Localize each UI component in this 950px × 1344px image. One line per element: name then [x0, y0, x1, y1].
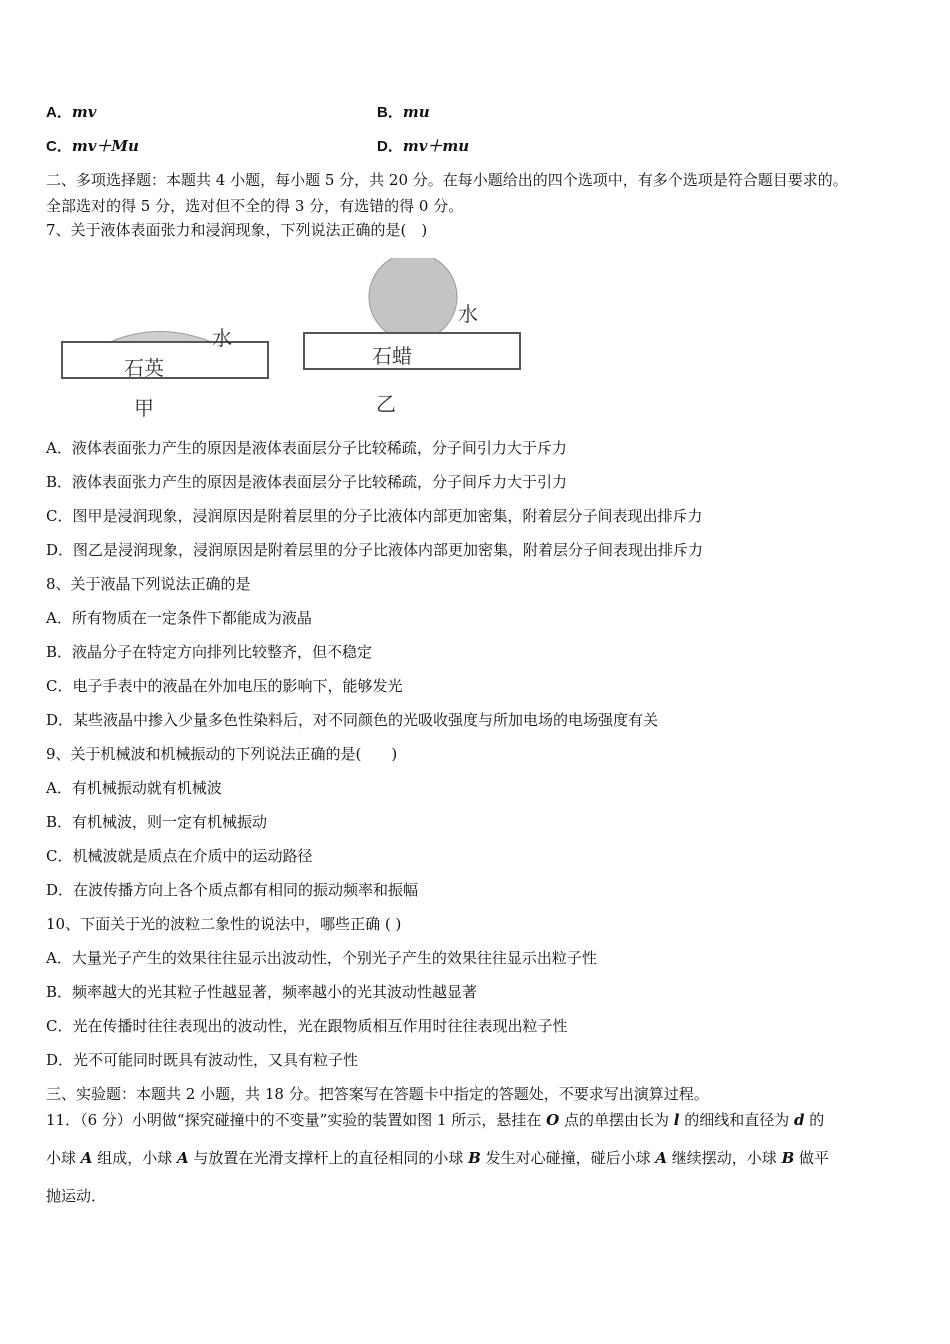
var-a: A — [80, 1149, 93, 1167]
var-l: l — [673, 1111, 680, 1129]
left-surface-label: 石英 — [124, 356, 164, 380]
q6-option-a — [46, 102, 96, 123]
text-run: 的细线和直径为 — [679, 1111, 794, 1129]
q8-option-c: C．电子手表中的液晶在外加电压的影响下，能够发光 — [46, 677, 403, 695]
q9-option-c: C．机械波就是质点在介质中的运动路径 — [46, 847, 313, 865]
q10-option-d: D．光不可能同时既具有波动性，又具有粒子性 — [46, 1051, 359, 1069]
q8-option-d: D．某些液晶中掺入少量多色性染料后，对不同颜色的光吸收强度与所加电场的电场强度有关 — [46, 711, 659, 729]
option-label: D． — [377, 138, 403, 155]
var-b: B — [468, 1149, 481, 1167]
q10-option-b: B．频率越大的光其粒子性越显著，频率越小的光其波动性越显著 — [46, 983, 478, 1001]
left-liquid-label: 水 — [212, 326, 232, 350]
q7-stem: 7、关于液体表面张力和浸润现象，下列说法正确的是( ) — [46, 221, 428, 239]
right-surface-label: 石蜡 — [372, 344, 412, 368]
wetting-diagram — [46, 258, 546, 418]
q11-line2 — [46, 1148, 829, 1168]
paraffin-plate — [304, 333, 520, 369]
text-run: 11．（6 分）小明做“探究碰撞中的不变量”实验的装置如图 1 所示，悬挂在 — [46, 1111, 547, 1129]
var-d: d — [793, 1111, 805, 1129]
text-run: 与放置在光滑支撑杆上的直径相同的小球 — [188, 1149, 469, 1167]
q8-option-b: B．液晶分子在特定方向排列比较整齐，但不稳定 — [46, 643, 373, 661]
var-o: O — [546, 1111, 560, 1129]
q7-figure — [46, 258, 546, 418]
q9-option-d: D．在波传播方向上各个质点都有相同的振动频率和振幅 — [46, 881, 419, 899]
q9-option-a: A．有机械振动就有机械波 — [46, 779, 222, 797]
option-text: mu — [402, 103, 430, 121]
q7-option-b: B．液体表面张力产生的原因是液体表面层分子比较稀疏，分子间斥力大于引力 — [46, 473, 568, 491]
var-a: A — [655, 1149, 668, 1167]
text-run: 点的单摆由长为 — [559, 1111, 674, 1129]
option-text: mv＋mu — [402, 137, 470, 155]
q9-stem: 9、关于机械波和机械振动的下列说法正确的是( ) — [46, 745, 398, 763]
text-run: 发生对心碰撞，碰后小球 — [480, 1149, 656, 1167]
q8-stem: 8、关于液晶下列说法正确的是 — [46, 575, 251, 593]
q9-option-b: B．有机械波，则一定有机械振动 — [46, 813, 268, 831]
option-label: C． — [46, 138, 72, 155]
q7-option-c: C．图甲是浸润现象，浸润原因是附着层里的分子比液体内部更加密集，附着层分子间表现出排斥力 — [46, 507, 703, 525]
option-label: B． — [377, 104, 403, 121]
section2-header-line1: 二、多项选择题：本题共 4 小题，每小题 5 分，共 20 分。在每小题给出的四个选项中，有多个选项是符合题目要求的。 — [46, 171, 848, 189]
q6-option-c — [46, 136, 139, 157]
option-text: mv＋Mu — [71, 137, 139, 155]
q7-option-d: D．图乙是浸润现象，浸润原因是附着层里的分子比液体内部更加密集，附着层分子间表现出排斥力 — [46, 541, 704, 559]
q10-stem: 10、下面关于光的波粒二象性的说法中，哪些正确 ( ) — [46, 915, 402, 933]
text-run: 的 — [804, 1111, 825, 1129]
q7-option-a: A．液体表面张力产生的原因是液体表面层分子比较稀疏，分子间引力大于斥力 — [46, 439, 567, 457]
section3-header: 三、实验题：本题共 2 小题，共 18 分。把答案写在答题卡中指定的答题处，不要求写出演算过程。 — [46, 1085, 709, 1103]
q10-option-a: A．大量光子产生的效果往往显示出波动性，个别光子产生的效果往往显示出粒子性 — [46, 949, 597, 967]
section2-header-line2: 全部选对的得 5 分，选对但不全的得 3 分，有选错的得 0 分。 — [46, 197, 464, 215]
text-run: 做平 — [794, 1149, 830, 1167]
q6-option-b — [377, 102, 430, 123]
water-drop-round — [369, 258, 457, 341]
q6-option-d — [377, 136, 469, 157]
q11-line1 — [46, 1110, 824, 1130]
option-text: mv — [71, 103, 97, 121]
text-run: 组成，小球 — [92, 1149, 177, 1167]
var-b: B — [781, 1149, 795, 1167]
quartz-plate — [62, 342, 268, 378]
q8-option-a: A．所有物质在一定条件下都能成为液晶 — [46, 609, 312, 627]
right-liquid-label: 水 — [458, 302, 478, 326]
text-run: 继续摆动，小球 — [667, 1149, 782, 1167]
var-a: A — [176, 1149, 189, 1167]
option-label: A． — [46, 104, 72, 121]
q11-line3: 抛运动． — [46, 1187, 107, 1205]
left-caption: 甲 — [134, 396, 154, 420]
right-caption: 乙 — [376, 392, 396, 416]
q10-option-c: C．光在传播时往往表现出的波动性，光在跟物质相互作用时往往表现出粒子性 — [46, 1017, 568, 1035]
text-run: 小球 — [46, 1149, 81, 1167]
